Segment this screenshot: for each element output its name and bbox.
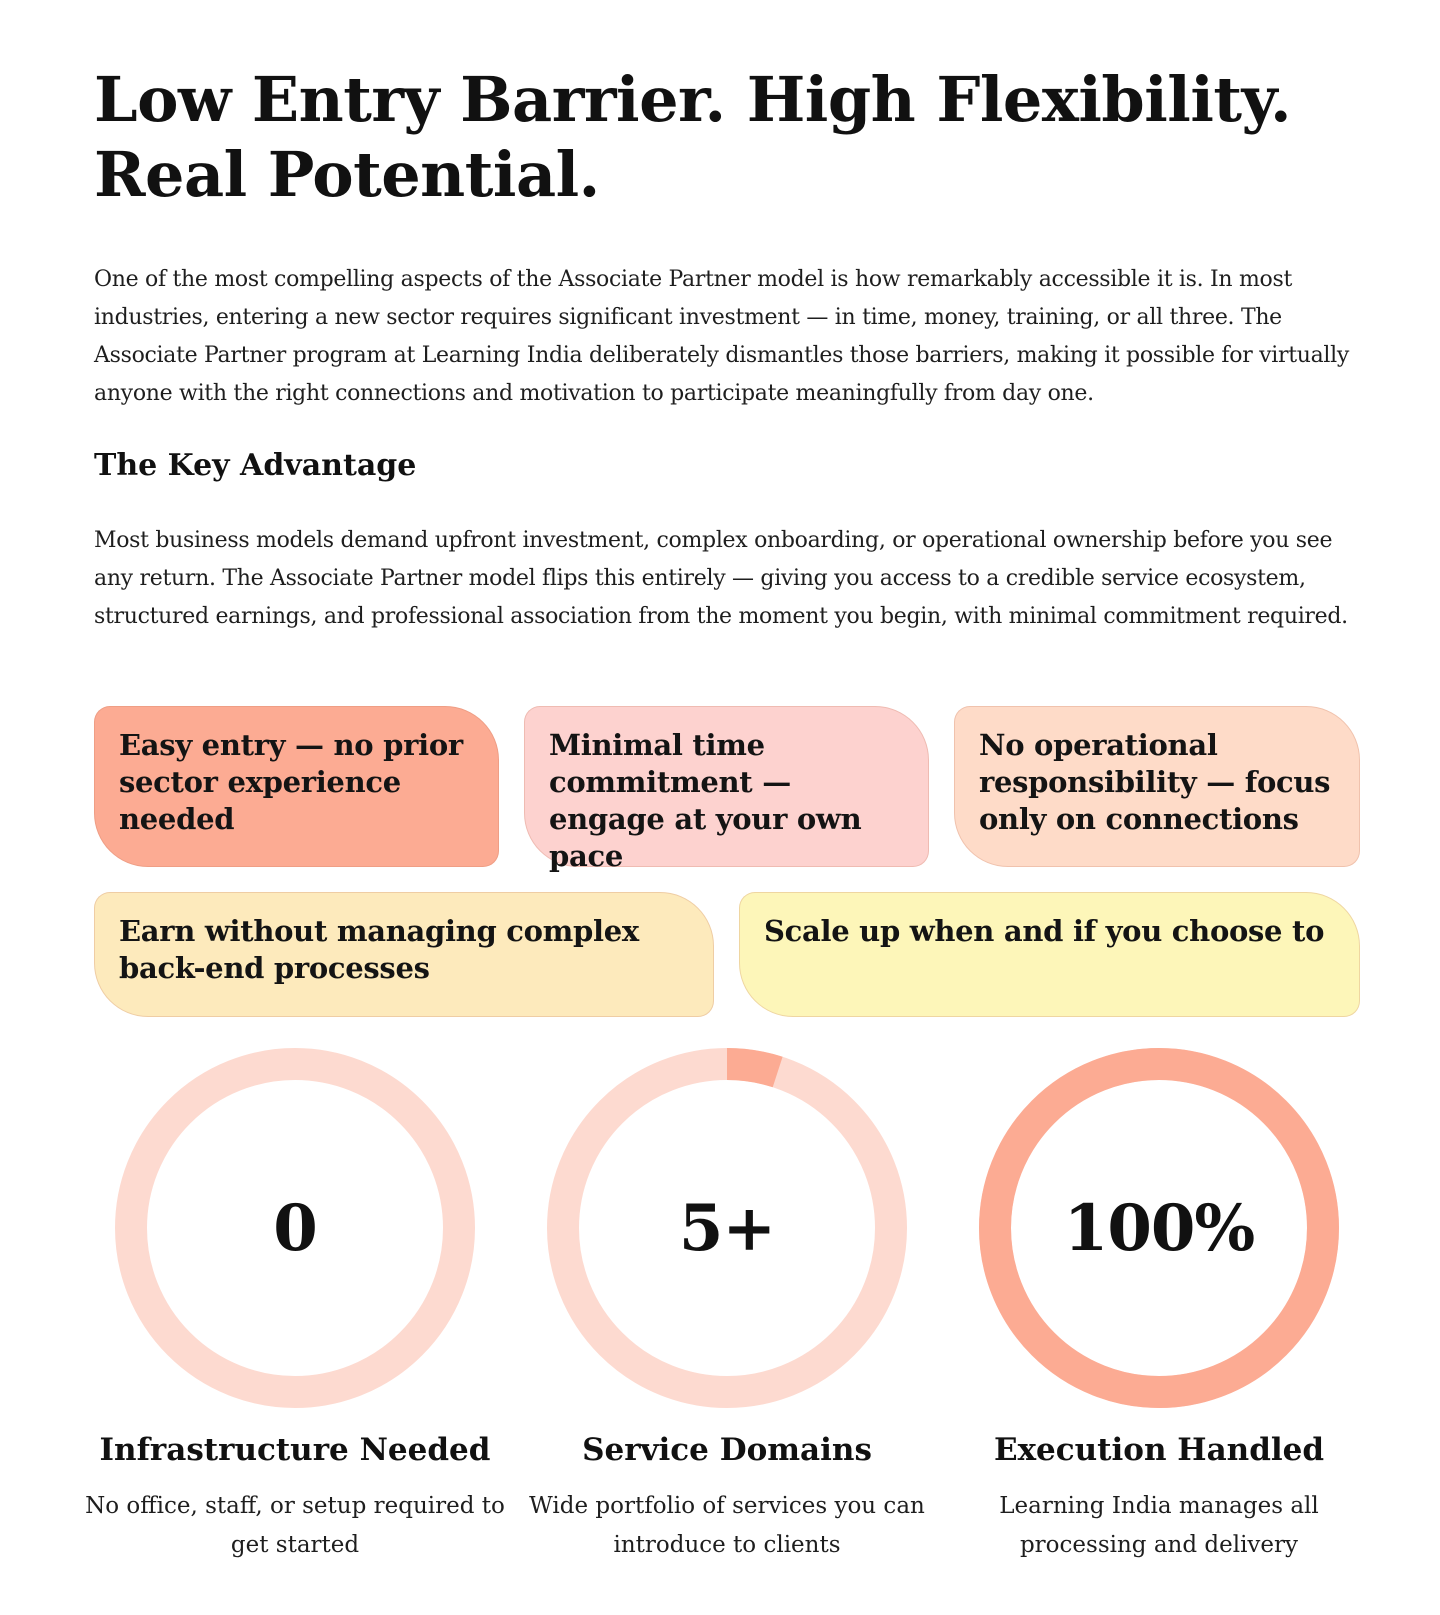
section-subheading: The Key Advantage [94,448,417,483]
stat-value: 100% [1063,1190,1255,1266]
stat-ring-execution [979,1048,1339,1408]
stat-label-infrastructure: Infrastructure Needed [99,1432,491,1468]
feature-card-text: Minimal time commitment — engage at your own pace [549,728,862,873]
feature-card-text: Scale up when and if you choose to [764,914,1325,948]
advantage-paragraph: Most business models demand upfront investment, complex onboarding, or operational ownership before you see any return. The Associate Partner model flips this entirely — giving you access to a credible service ecosystem, structured earnings, and professional association from the moment you begin, with minimal commitment required. [94,528,1348,629]
intro-paragraph: One of the most compelling aspects of the Associate Partner model is how remarkably accessible it is. In most industries, entering a new sector requires significant investment — in time, money, training, or all three. The Associate Partner program at Learning India deliberately dismantles those barriers, making it possible for virtually anyone with the right connections and motivation to participate meaningfully from day one. [94,267,1350,406]
feature-card-scale-up [739,892,1360,1017]
feature-card-text: No operational responsibility — focus only on connections [979,728,1331,836]
feature-card-minimal-time [524,706,929,873]
feature-card-easy-entry [94,706,499,867]
stat-ring-service-domains [547,1048,907,1408]
stat-ring-infrastructure [115,1048,475,1408]
stat-desc-execution: Learning India manages all processing and delivery [999,1493,1319,1558]
page-title: Low Entry Barrier. High Flexibility. Real Potential. [94,63,1292,211]
feature-card-earn [94,892,714,1017]
feature-card-text: Easy entry — no prior sector experience needed [119,728,463,836]
stat-desc-service-domains: Wide portfolio of services you can introduce to clients [529,1493,925,1558]
feature-card-no-operational [954,706,1360,867]
stat-label-service-domains: Service Domains [582,1432,872,1468]
stat-label-execution: Execution Handled [993,1432,1325,1468]
feature-card-text: Earn without managing complex back-end processes [119,914,639,985]
stat-value: 0 [273,1190,317,1266]
stat-desc-infrastructure: No office, staff, or setup required to get started [85,1493,505,1558]
stat-value: 5+ [678,1190,776,1266]
